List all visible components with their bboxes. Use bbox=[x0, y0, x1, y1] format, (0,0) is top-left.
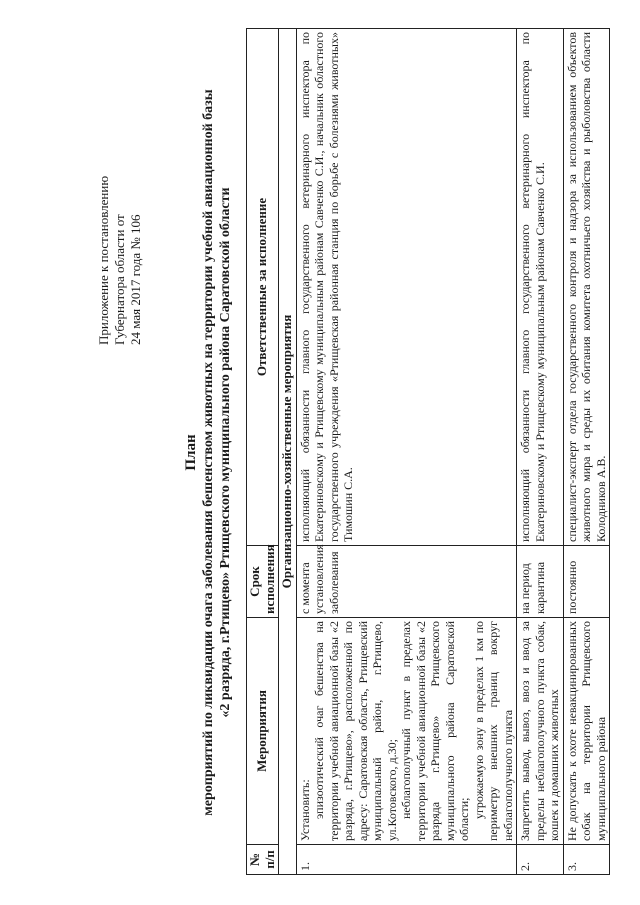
row-responsible: специалист-эксперт отдела государственного контроля и надзора за использованием объектов животного мира и среды их обитания комитета охотничьего хозяйства и рыболовства области Колодников А.В. bbox=[563, 29, 610, 546]
table-row bbox=[296, 29, 517, 875]
section-title: Организационно-хозяйственные мероприятия bbox=[279, 29, 297, 875]
table-header-row bbox=[247, 29, 279, 875]
header-measures: Мероприятия bbox=[247, 618, 279, 845]
measures-table bbox=[246, 28, 610, 875]
row-responsible: исполняющий обязанности главного государственного ветеринарного инспектора по Екатериновскому и Ртищевскому муниципальным районам Савченко С.И. bbox=[517, 29, 564, 546]
measure-paragraph: Запретить вывод, вывоз, ввоз и ввод за пределы неблагополучного пункта собак, кошек и домашних животных bbox=[518, 621, 561, 841]
row-measure bbox=[563, 618, 610, 845]
appendix-line-3: 24 мая 2017 года № 106 bbox=[128, 214, 143, 345]
row-responsible: исполняющий обязанности главного государственного ветеринарного инспектора по Екатериновскому и Ртищевскому муниципальным районам Савченко С.И., начальник областного государственного учреждения «Ртищевская районная станция по борьбе с болезнями животных» Тимошин С.А. bbox=[296, 29, 517, 546]
table-row bbox=[563, 29, 610, 875]
title-line-1: мероприятий по ликвидации очага заболевания бешенством животных на территории учебной авиационной базы bbox=[201, 89, 216, 816]
table-row bbox=[517, 29, 564, 875]
title-heading: План bbox=[183, 434, 199, 471]
measure-paragraph: эпизоотический очаг бешенства на территории учебной авиационной базы «2 разряда, г.Ртищево», расположенной по адресу: Саратовская область, Ртищевский муниципальный район, г.Ртищево, ул.Котовского, д.30; bbox=[312, 621, 399, 841]
section-row bbox=[279, 29, 297, 875]
title-line-2: «2 разряда, г.Ртищево» Ртищевского муниципального района Саратовской области bbox=[218, 187, 233, 718]
appendix-note bbox=[96, 176, 144, 345]
measure-paragraph: Не допускать к охоте невакцинированных собак на территории Ртищевского муниципального района bbox=[564, 621, 608, 841]
measure-paragraph: угрожаемую зону в пределах 1 км по периметру внешних границ вокруг неблагополучного пункта bbox=[471, 621, 515, 841]
measure-paragraph: неблагополучный пункт в пределах территории учебной авиационной базы «2 разряда г.Ртищево» Ртищевского муниципального района Саратовской области; bbox=[399, 621, 471, 841]
row-term: с момента установления заболевания bbox=[296, 546, 517, 618]
header-term: Срок исполнения bbox=[247, 546, 279, 618]
document-title bbox=[183, 40, 234, 865]
header-responsible: Ответственные за исполнение bbox=[247, 29, 279, 546]
row-measure bbox=[296, 618, 517, 845]
row-num: 1. bbox=[296, 845, 517, 875]
appendix-line-1: Приложение к постановлению bbox=[96, 175, 111, 345]
header-num: № п/п bbox=[247, 845, 279, 875]
row-num: 2. bbox=[517, 845, 564, 875]
appendix-line-2: Губернатора области от bbox=[112, 214, 127, 345]
measure-lead: Установить: bbox=[297, 779, 312, 841]
row-num: 3. bbox=[563, 845, 610, 875]
row-term: на период карантина bbox=[517, 546, 564, 618]
row-term: постоянно bbox=[563, 546, 610, 618]
row-measure bbox=[517, 618, 564, 845]
